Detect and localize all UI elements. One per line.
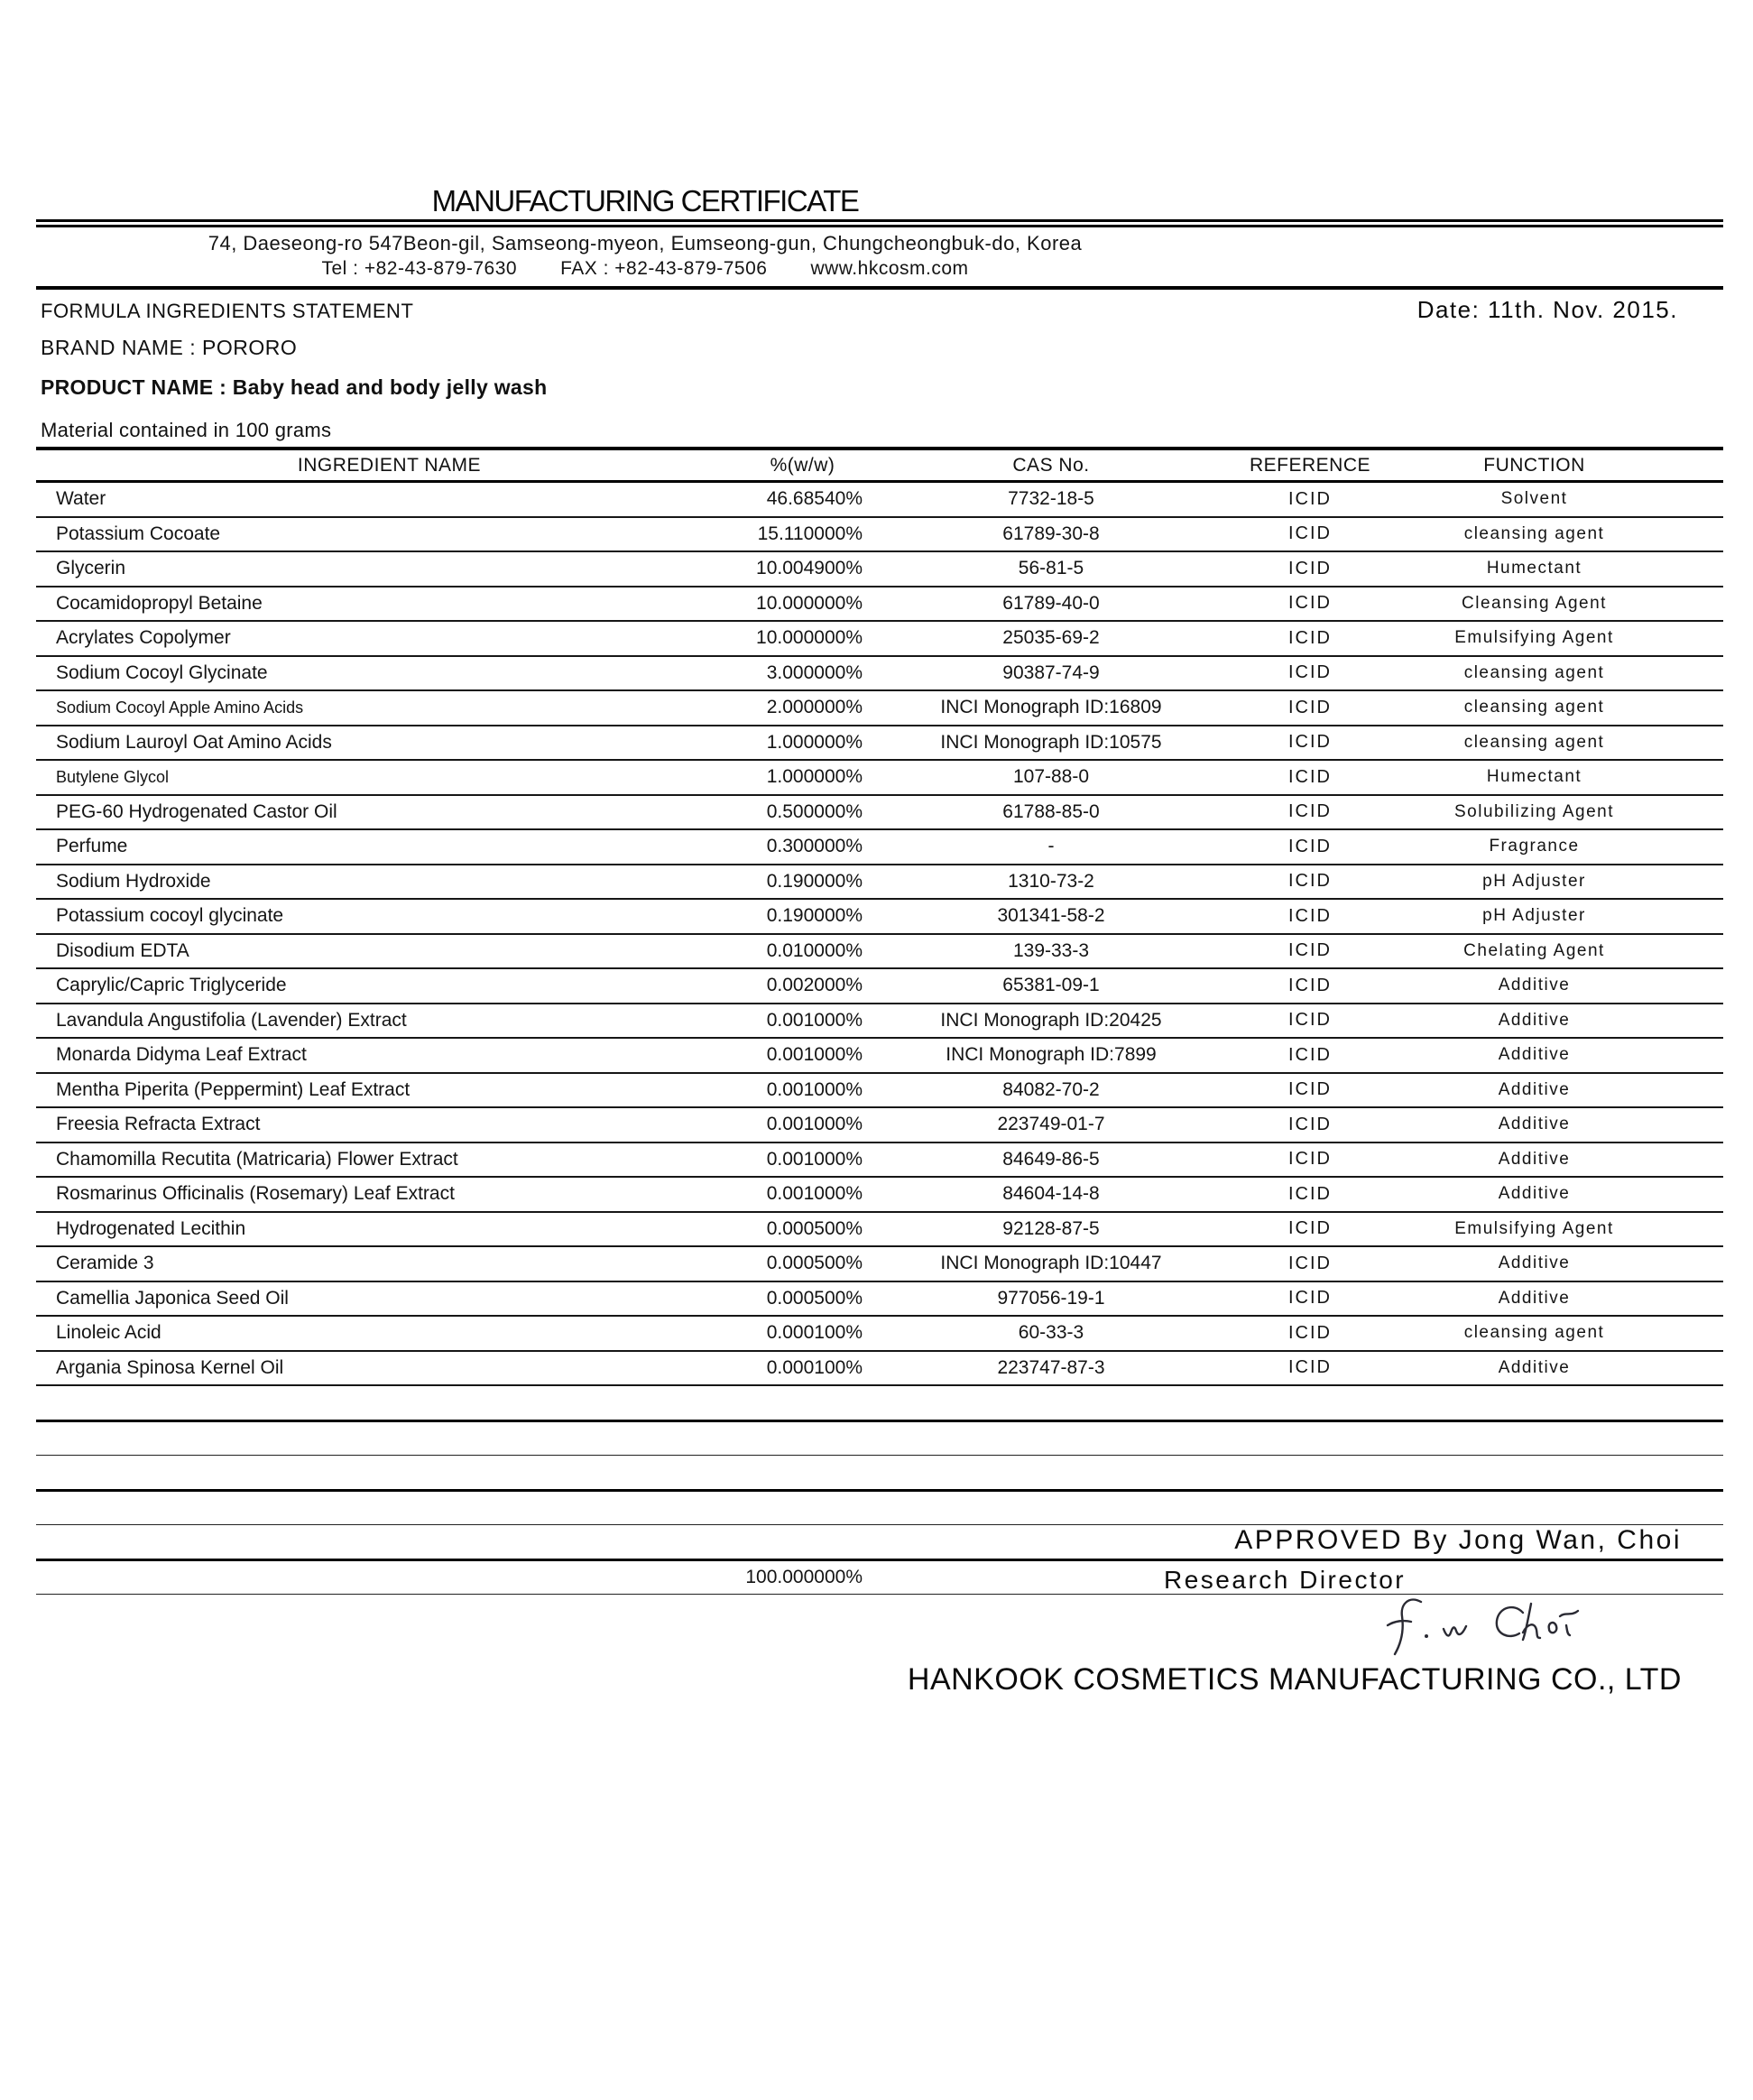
table-row — [36, 829, 1723, 865]
ingredient-name-cell: Rosmarinus Officinalis (Rosemary) Leaf Extract — [36, 1177, 659, 1212]
function-cell: Fragrance — [1389, 829, 1723, 865]
empty-cell — [36, 1490, 659, 1525]
percent-cell: 0.002000% — [659, 968, 884, 1004]
reference-cell: ICID — [1218, 1212, 1389, 1247]
percent-cell: 10.000000% — [659, 621, 884, 656]
empty-cell — [1218, 1490, 1389, 1525]
company-address: 74, Daeseong-ro 547Beon-gil, Samseong-myeon, Eumseong-gun, Chungcheongbuk-do, Korea — [208, 232, 1083, 254]
cas-number-cell: INCI Monograph ID:10447 — [884, 1246, 1218, 1281]
cas-number-cell: 56-81-5 — [884, 551, 1218, 587]
brand-name-line: BRAND NAME : PORORO — [41, 336, 298, 359]
ingredient-name-cell: Ceramide 3 — [36, 1246, 659, 1281]
reference-cell: ICID — [1218, 656, 1389, 691]
reference-cell: ICID — [1218, 587, 1389, 622]
table-row — [36, 1177, 1723, 1212]
reference-cell: ICID — [1218, 865, 1389, 900]
percent-cell: 2.000000% — [659, 690, 884, 726]
function-cell: Solubilizing Agent — [1389, 795, 1723, 830]
empty-cell — [659, 1456, 884, 1491]
function-cell: Additive — [1389, 968, 1723, 1004]
empty-cell — [1218, 1420, 1389, 1456]
function-cell: Additive — [1389, 1246, 1723, 1281]
reference-cell: ICID — [1218, 1246, 1389, 1281]
percent-cell: 0.001000% — [659, 1004, 884, 1039]
ingredient-name-cell: Potassium cocoyl glycinate — [36, 899, 659, 934]
percent-cell: 1.000000% — [659, 760, 884, 795]
percent-cell: 0.001000% — [659, 1143, 884, 1178]
function-cell: Additive — [1389, 1038, 1723, 1073]
total-spacer — [1389, 1559, 1723, 1595]
table-row — [36, 1004, 1723, 1039]
reference-cell: ICID — [1218, 829, 1389, 865]
reference-cell: ICID — [1218, 690, 1389, 726]
empty-cell — [1389, 1385, 1723, 1420]
empty-cell — [36, 1456, 659, 1491]
ingredient-rows — [36, 482, 1723, 1560]
function-cell: Humectant — [1389, 551, 1723, 587]
reference-cell: ICID — [1218, 1004, 1389, 1039]
cas-number-cell: 61788-85-0 — [884, 795, 1218, 830]
percent-cell: 0.010000% — [659, 934, 884, 969]
function-cell: Additive — [1389, 1177, 1723, 1212]
ingredient-name-cell: Sodium Cocoyl Apple Amino Acids — [36, 690, 659, 726]
ingredient-name-cell: Cocamidopropyl Betaine — [36, 587, 659, 622]
statement-title: FORMULA INGREDIENTS STATEMENT — [41, 300, 414, 322]
table-header-row — [36, 449, 1723, 482]
function-cell: cleansing agent — [1389, 517, 1723, 552]
table-row — [36, 795, 1723, 830]
percent-cell: 0.000500% — [659, 1281, 884, 1317]
ingredient-name-cell: Hydrogenated Lecithin — [36, 1212, 659, 1247]
table-row — [36, 517, 1723, 552]
page-title: MANUFACTURING CERTIFICATE — [431, 184, 859, 217]
empty-cell — [659, 1525, 884, 1560]
cas-number-cell: 84604-14-8 — [884, 1177, 1218, 1212]
function-cell: pH Adjuster — [1389, 899, 1723, 934]
product-name-line: PRODUCT NAME : Baby head and body jelly wash — [41, 375, 548, 399]
table-row — [36, 1143, 1723, 1178]
ingredient-name-cell: PEG-60 Hydrogenated Castor Oil — [36, 795, 659, 830]
function-cell: Solvent — [1389, 482, 1723, 517]
contact-line — [36, 258, 1254, 280]
empty-cell — [884, 1456, 1218, 1491]
header-divider — [36, 286, 1723, 290]
empty-cell — [659, 1385, 884, 1420]
cas-number-cell: 65381-09-1 — [884, 968, 1218, 1004]
cas-number-cell: 1310-73-2 — [884, 865, 1218, 900]
ingredient-name-cell: Camellia Japonica Seed Oil — [36, 1281, 659, 1317]
empty-cell — [36, 1420, 659, 1456]
empty-cell — [884, 1385, 1218, 1420]
percent-cell: 0.190000% — [659, 865, 884, 900]
ingredient-name-cell: Glycerin — [36, 551, 659, 587]
ingredient-name-cell: Freesia Refracta Extract — [36, 1107, 659, 1143]
company-name: HANKOOK COSMETICS MANUFACTURING CO., LTD — [907, 1662, 1682, 1697]
function-cell: cleansing agent — [1389, 1316, 1723, 1351]
empty-cell — [1389, 1456, 1723, 1491]
cas-number-cell: 84082-70-2 — [884, 1073, 1218, 1108]
cas-number-cell: - — [884, 829, 1218, 865]
empty-cell — [884, 1490, 1218, 1525]
reference-cell: ICID — [1218, 1107, 1389, 1143]
empty-table-row — [36, 1420, 1723, 1456]
function-cell: Emulsifying Agent — [1389, 1212, 1723, 1247]
approved-by-line: APPROVED By Jong Wan, Choi — [1234, 1525, 1682, 1555]
reference-cell: ICID — [1218, 1281, 1389, 1317]
function-cell: Additive — [1389, 1107, 1723, 1143]
ingredient-name-cell: Sodium Lauroyl Oat Amino Acids — [36, 726, 659, 761]
reference-cell: ICID — [1218, 760, 1389, 795]
column-header-function: FUNCTION — [1389, 449, 1723, 482]
title-divider — [36, 219, 1723, 227]
function-cell: Emulsifying Agent — [1389, 621, 1723, 656]
reference-cell: ICID — [1218, 1177, 1389, 1212]
ingredient-name-cell: Potassium Cocoate — [36, 517, 659, 552]
approver-title: Research Director — [1164, 1566, 1407, 1594]
empty-cell — [884, 1525, 1218, 1560]
cas-number-cell: 90387-74-9 — [884, 656, 1218, 691]
reference-cell: ICID — [1218, 517, 1389, 552]
cas-number-cell: 25035-69-2 — [884, 621, 1218, 656]
reference-cell: ICID — [1218, 726, 1389, 761]
tel-number: Tel : +82-43-879-7630 — [321, 258, 518, 279]
table-row — [36, 726, 1723, 761]
ingredient-name-cell: Sodium Hydroxide — [36, 865, 659, 900]
function-cell: Humectant — [1389, 760, 1723, 795]
statement-row — [41, 296, 1678, 324]
cas-number-cell: 61789-40-0 — [884, 587, 1218, 622]
ingredient-name-cell: Argania Spinosa Kernel Oil — [36, 1351, 659, 1386]
empty-cell — [884, 1420, 1218, 1456]
percent-cell: 0.001000% — [659, 1073, 884, 1108]
percent-cell: 0.000100% — [659, 1316, 884, 1351]
reference-cell: ICID — [1218, 1316, 1389, 1351]
percent-cell: 15.110000% — [659, 517, 884, 552]
ingredient-name-cell: Monarda Didyma Leaf Extract — [36, 1038, 659, 1073]
reference-cell: ICID — [1218, 1143, 1389, 1178]
table-row — [36, 690, 1723, 726]
reference-cell: ICID — [1218, 621, 1389, 656]
signature — [1335, 1593, 1642, 1661]
table-row — [36, 587, 1723, 622]
table-row — [36, 968, 1723, 1004]
ingredient-name-cell: Butylene Glycol — [36, 760, 659, 795]
reference-cell: ICID — [1218, 968, 1389, 1004]
ingredient-name-cell: Chamomilla Recutita (Matricaria) Flower Extract — [36, 1143, 659, 1178]
table-row — [36, 1073, 1723, 1108]
material-note: Material contained in 100 grams — [41, 419, 332, 441]
reference-cell: ICID — [1218, 1038, 1389, 1073]
cas-number-cell: 223747-87-3 — [884, 1351, 1218, 1386]
table-row — [36, 899, 1723, 934]
column-header-ingredient: INGREDIENT NAME — [36, 449, 659, 482]
cas-number-cell: 61789-30-8 — [884, 517, 1218, 552]
ingredient-name-cell: Perfume — [36, 829, 659, 865]
reference-cell: ICID — [1218, 795, 1389, 830]
cas-number-cell: 977056-19-1 — [884, 1281, 1218, 1317]
ingredient-name-cell: Acrylates Copolymer — [36, 621, 659, 656]
table-row — [36, 760, 1723, 795]
table-row — [36, 1246, 1723, 1281]
cas-number-cell: 223749-01-7 — [884, 1107, 1218, 1143]
ingredient-name-cell: Water — [36, 482, 659, 517]
function-cell: cleansing agent — [1389, 690, 1723, 726]
empty-cell — [36, 1385, 659, 1420]
total-row — [36, 1559, 1723, 1595]
percent-cell: 0.000100% — [659, 1351, 884, 1386]
empty-cell — [659, 1490, 884, 1525]
ingredients-table — [36, 447, 1723, 1595]
function-cell: Additive — [1389, 1281, 1723, 1317]
percent-cell: 0.001000% — [659, 1177, 884, 1212]
table-header — [36, 449, 1723, 482]
table-row — [36, 656, 1723, 691]
table-row — [36, 551, 1723, 587]
percent-cell: 46.68540% — [659, 482, 884, 517]
signature-handwriting — [1335, 1593, 1642, 1661]
cas-number-cell: INCI Monograph ID:20425 — [884, 1004, 1218, 1039]
reference-cell: ICID — [1218, 899, 1389, 934]
percent-cell: 10.000000% — [659, 587, 884, 622]
column-header-reference: REFERENCE — [1218, 449, 1389, 482]
table-row — [36, 865, 1723, 900]
function-cell: pH Adjuster — [1389, 865, 1723, 900]
percent-cell: 10.004900% — [659, 551, 884, 587]
percent-cell: 0.001000% — [659, 1038, 884, 1073]
cas-number-cell: 60-33-3 — [884, 1316, 1218, 1351]
total-section — [36, 1559, 1723, 1595]
reference-cell: ICID — [1218, 482, 1389, 517]
empty-table-row — [36, 1456, 1723, 1491]
ingredient-name-cell: Sodium Cocoyl Glycinate — [36, 656, 659, 691]
function-cell: Additive — [1389, 1004, 1723, 1039]
percent-cell: 0.190000% — [659, 899, 884, 934]
empty-cell — [1218, 1385, 1389, 1420]
function-cell: Additive — [1389, 1351, 1723, 1386]
fax-number: FAX : +82-43-879-7506 — [560, 258, 768, 279]
empty-cell — [1389, 1420, 1723, 1456]
function-cell: Additive — [1389, 1073, 1723, 1108]
table-row — [36, 1038, 1723, 1073]
table-row — [36, 934, 1723, 969]
cas-number-cell: 301341-58-2 — [884, 899, 1218, 934]
ingredient-name-cell: Linoleic Acid — [36, 1316, 659, 1351]
cas-number-cell: 139-33-3 — [884, 934, 1218, 969]
percent-cell: 0.000500% — [659, 1212, 884, 1247]
table-row — [36, 1281, 1723, 1317]
table-row — [36, 1212, 1723, 1247]
percent-cell: 0.500000% — [659, 795, 884, 830]
website-link: www.hkcosm.com — [810, 258, 969, 279]
total-spacer — [36, 1559, 659, 1595]
cas-number-cell: 7732-18-5 — [884, 482, 1218, 517]
cas-number-cell: 92128-87-5 — [884, 1212, 1218, 1247]
cas-number-cell: 84649-86-5 — [884, 1143, 1218, 1178]
function-cell: Additive — [1389, 1143, 1723, 1178]
function-cell: cleansing agent — [1389, 656, 1723, 691]
ingredient-name-cell: Disodium EDTA — [36, 934, 659, 969]
reference-cell: ICID — [1218, 551, 1389, 587]
table-row — [36, 482, 1723, 517]
table-row — [36, 1107, 1723, 1143]
ingredient-name-cell: Lavandula Angustifolia (Lavender) Extract — [36, 1004, 659, 1039]
ingredient-name-cell: Mentha Piperita (Peppermint) Leaf Extract — [36, 1073, 659, 1108]
reference-cell: ICID — [1218, 934, 1389, 969]
percent-cell: 3.000000% — [659, 656, 884, 691]
function-cell: Chelating Agent — [1389, 934, 1723, 969]
empty-cell — [659, 1420, 884, 1456]
ingredient-name-cell: Caprylic/Capric Triglyceride — [36, 968, 659, 1004]
percent-cell: 0.000500% — [659, 1246, 884, 1281]
percent-cell: 1.000000% — [659, 726, 884, 761]
cas-number-cell: INCI Monograph ID:10575 — [884, 726, 1218, 761]
reference-cell: ICID — [1218, 1351, 1389, 1386]
empty-cell — [36, 1525, 659, 1560]
total-percent: 100.000000% — [659, 1559, 884, 1595]
table-row — [36, 1316, 1723, 1351]
cas-number-cell: INCI Monograph ID:16809 — [884, 690, 1218, 726]
percent-cell: 0.300000% — [659, 829, 884, 865]
empty-cell — [1389, 1490, 1723, 1525]
column-header-cas: CAS No. — [884, 449, 1218, 482]
empty-table-row — [36, 1385, 1723, 1420]
column-header-percent: %(w/w) — [659, 449, 884, 482]
reference-cell: ICID — [1218, 1073, 1389, 1108]
function-cell: cleansing agent — [1389, 726, 1723, 761]
table-row — [36, 1351, 1723, 1386]
empty-table-row — [36, 1490, 1723, 1525]
table-row — [36, 621, 1723, 656]
empty-cell — [1218, 1456, 1389, 1491]
function-cell: Cleansing Agent — [1389, 587, 1723, 622]
percent-cell: 0.001000% — [659, 1107, 884, 1143]
cas-number-cell: 107-88-0 — [884, 760, 1218, 795]
document-date: Date: 11th. Nov. 2015. — [1416, 296, 1678, 323]
cas-number-cell: INCI Monograph ID:7899 — [884, 1038, 1218, 1073]
